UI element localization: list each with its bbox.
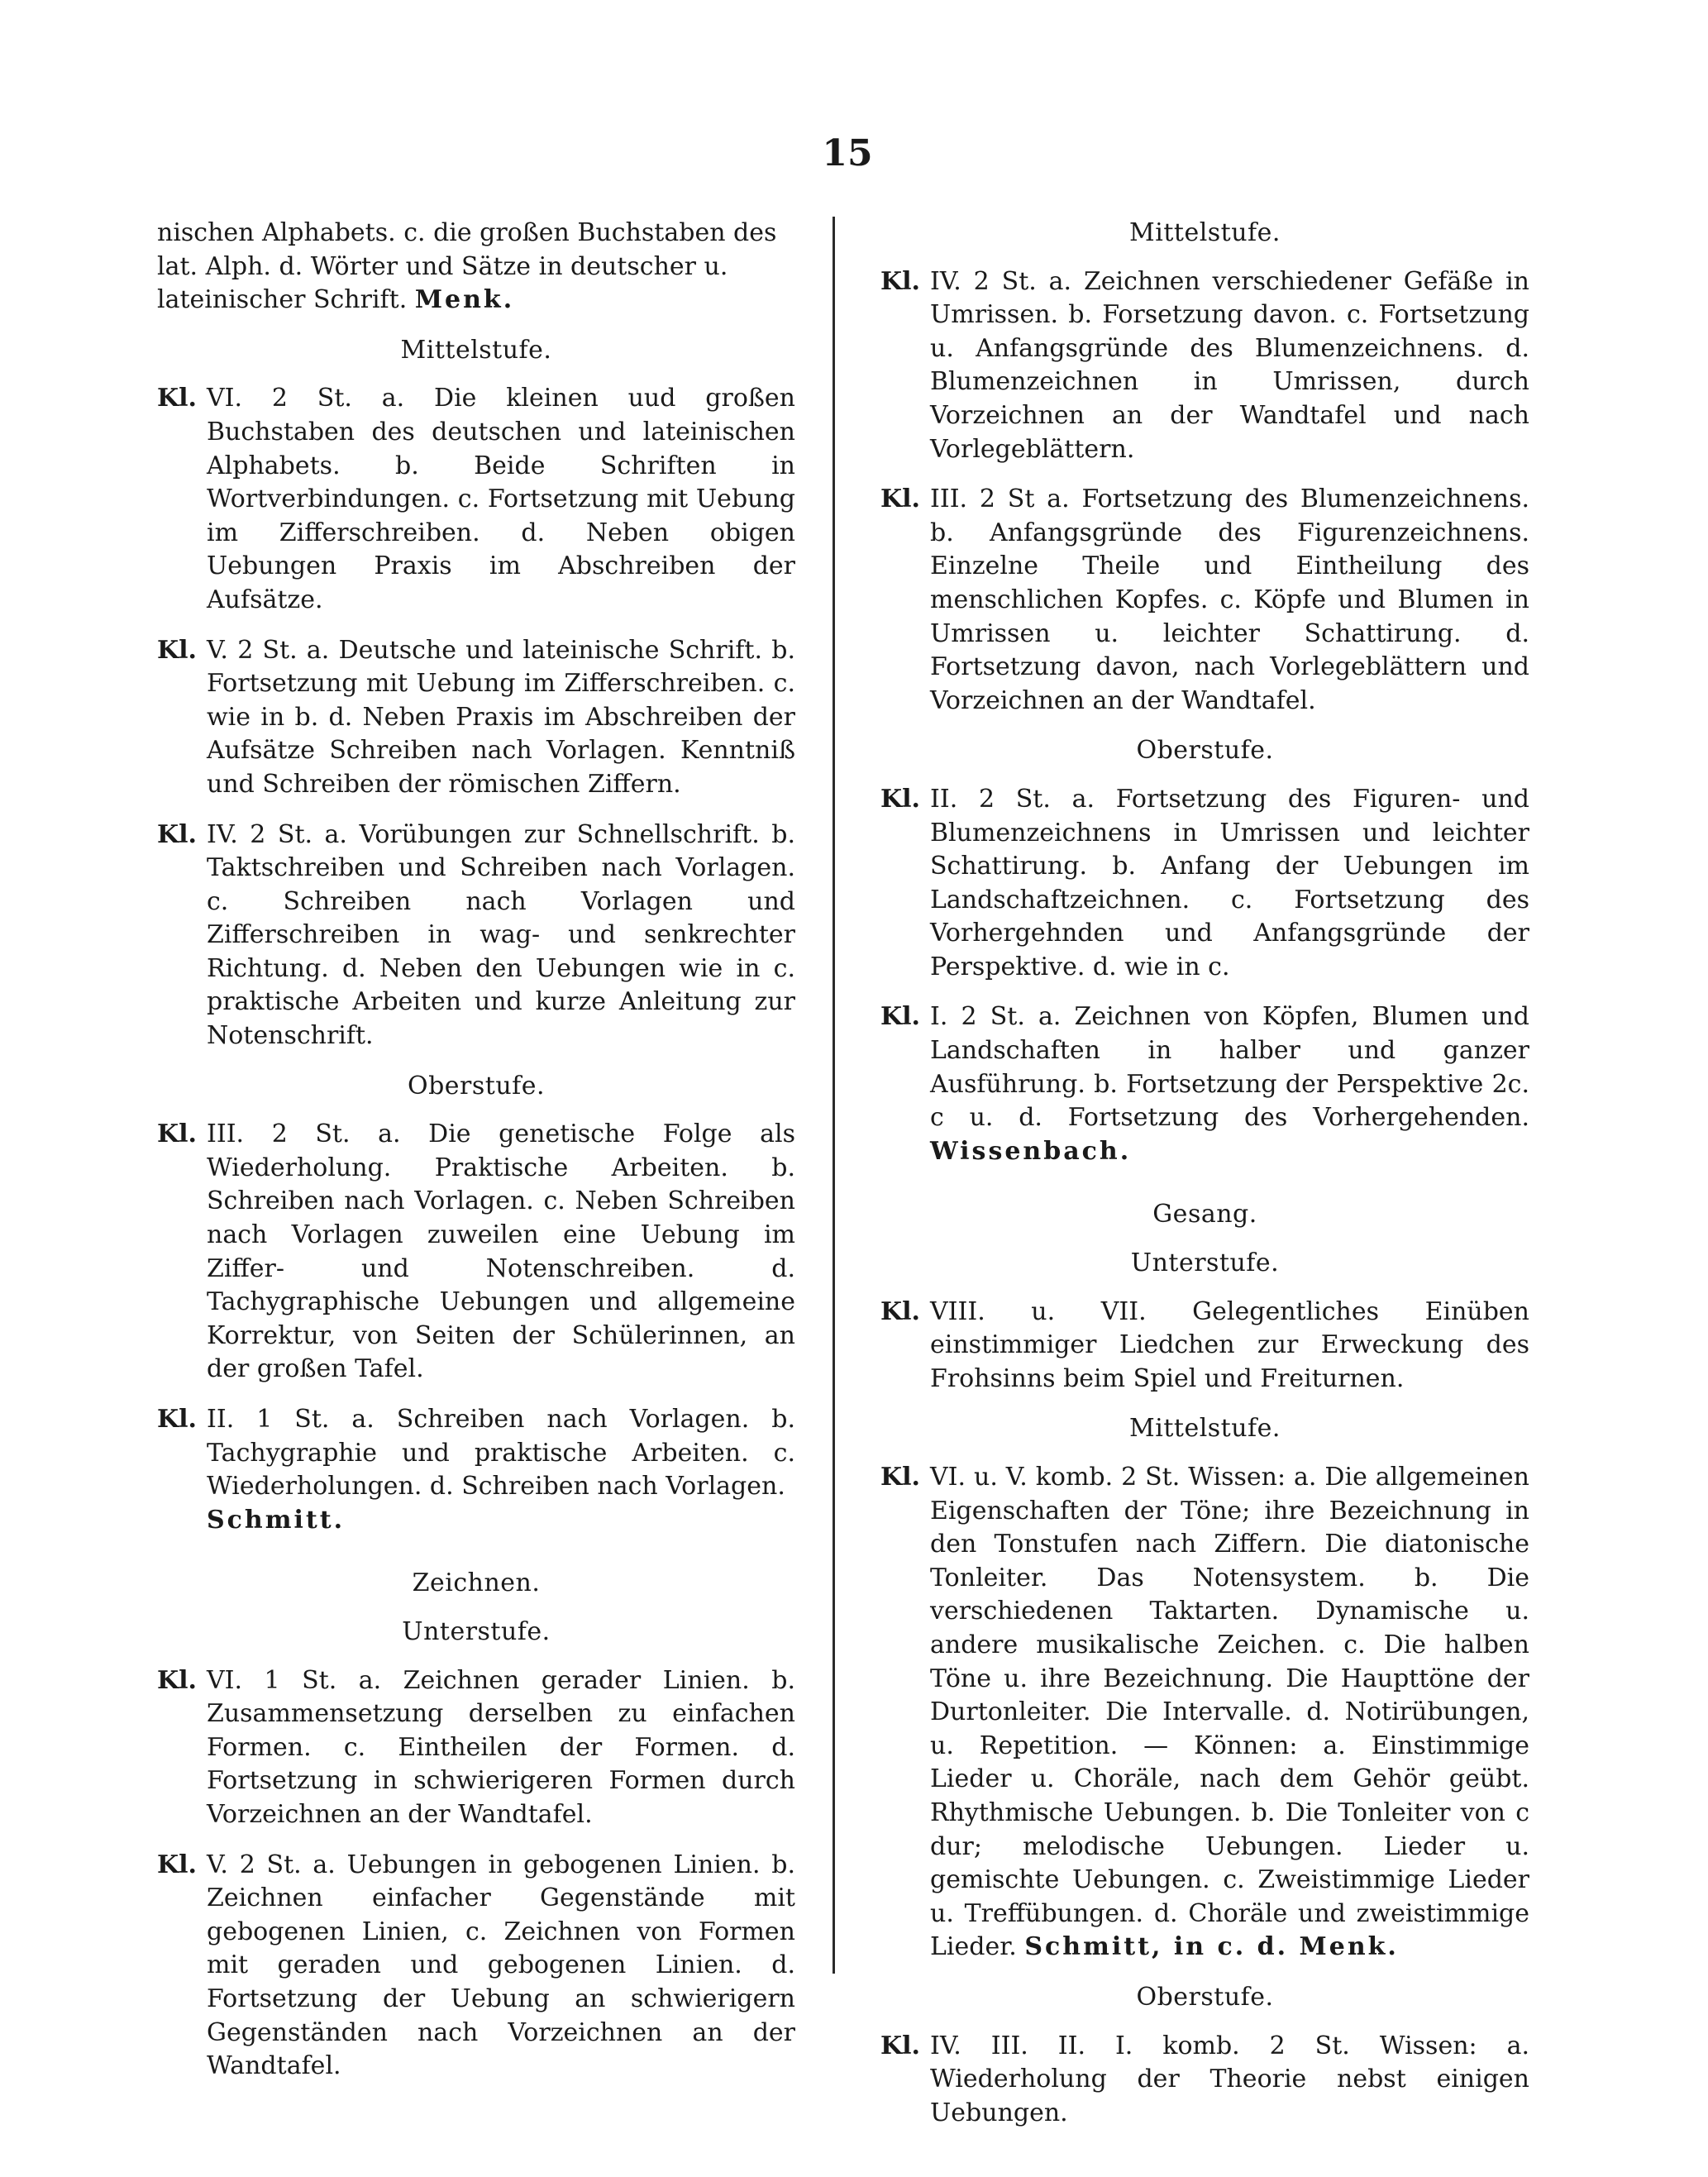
class-label: Kl. <box>880 1002 920 1032</box>
section-heading-mittelstufe: Mittelstufe. <box>400 335 552 365</box>
class-label: Kl. <box>157 1405 197 1434</box>
section-heading-mittelstufe: Mittelstufe. <box>1129 218 1281 247</box>
section-heading-oberstufe: Oberstufe. <box>1136 736 1274 766</box>
class-text: VIII. u. VII. Gelegentliches Einüben einstimmiger Liedchen zur Erweckung des Frohsinns beim Spiel und Freiturnen. <box>930 1296 1529 1393</box>
class-text <box>930 1461 1529 1965</box>
class-label: Kl. <box>880 1296 920 1326</box>
section-heading-unterstufe: Unterstufe. <box>402 1616 551 1646</box>
class-label: Kl. <box>157 819 197 849</box>
class-label: Kl. <box>157 384 197 413</box>
class-text: III. 2 St a. Fortsetzung des Blumenzeichnens. b. Anfangsgründe des Figurenzeichnens. Einzelne Theile und Eintheilung des menschlichen Kopfes. c. Köpfe und Blumen in Umrissen u. leichter Schattirung. d. Fortsetzung davon, nach Vorlegeblättern und Vorzeichnen an der Wandtafel. <box>930 485 1529 715</box>
class-label: Kl. <box>880 2031 920 2060</box>
entry-text: I. 2 St. a. Zeichnen von Köpfen, Blumen und Landschaften in halber und ganzer Ausführung. b. Fortsetzung der Perspektive 2c. c u. d. Fortsetzung des Vorhergehenden. <box>930 1002 1529 1133</box>
class-entry <box>157 1403 795 1537</box>
class-entry <box>880 1296 1529 1396</box>
entry-text: II. 1 St. a. Schreiben nach Vorlagen. b. Tachygraphie und praktische Arbeiten. c. Wiederholungen. d. Schreiben nach Vorlagen. <box>207 1405 795 1501</box>
opening-text: nischen Alphabets. c. die großen Buchstaben des lat. Alph. d. Wörter und Sätze in deutscher u. lateinischer Schrift. <box>157 218 777 315</box>
teacher-name: Schmitt. <box>207 1505 346 1535</box>
class-text: IV. 2 St. a. Vorübungen zur Schnellschrift. b. Taktschreiben und Schreiben nach Vorlagen. c. Schreiben nach Vorlagen und Zifferschreiben in wag- und senkrechter Richtung. d. Neben den Uebungen wie in c. praktische Arbeiten und kurze Anleitung zur Notenschrift. <box>207 819 795 1051</box>
section-heading-zeichnen: Zeichnen. <box>412 1568 541 1598</box>
class-entry <box>157 1664 795 1832</box>
page-number: 15 <box>822 132 873 174</box>
class-label: Kl. <box>880 784 920 814</box>
left-column <box>157 217 795 2084</box>
section-heading-mittelstufe: Mittelstufe. <box>1129 1414 1281 1444</box>
section-heading-unterstufe: Unterstufe. <box>1130 1248 1280 1278</box>
class-label: Kl. <box>157 1120 197 1149</box>
section-heading-oberstufe: Oberstufe. <box>1136 1982 1274 2012</box>
class-text: IV. III. II. I. komb. 2 St. Wissen: a. Wiederholung der Theorie nebst einigen Uebungen. <box>930 2031 1529 2127</box>
class-label: Kl. <box>157 1850 197 1879</box>
class-entry <box>880 265 1529 467</box>
opening-paragraph <box>157 217 795 317</box>
class-text: II. 2 St. a. Fortsetzung des Figuren- und Blumenzeichnens in Umrissen und leichter Schattirung. b. Anfang der Uebungen im Landschaftzeichnen. c. Fortsetzung des Vorhergehnden und Anfangsgründe der Perspektive. d. wie in c. <box>930 784 1529 981</box>
class-label: Kl. <box>880 266 920 296</box>
right-column <box>880 217 1529 2130</box>
section-heading-gesang: Gesang. <box>1152 1200 1257 1229</box>
class-entry <box>880 483 1529 718</box>
class-entry <box>880 783 1529 985</box>
teacher-name: Menk. <box>414 285 515 315</box>
class-label: Kl. <box>880 1463 920 1492</box>
class-entry <box>880 1461 1529 1965</box>
entry-text: VI. u. V. komb. 2 St. Wissen: a. Die allgemeinen Eigenschaften der Töne; ihre Bezeichnung in den Tonstufen nach Ziffern. Die diatonische Tonleiter. Das Notensystem. b. Die verschiedenen Taktarten. Dynamische u. andere musikalische Zeichen. c. Die halben Töne u. ihre Bezeichnung. Die Haupttöne der Durtonleiter. Die Intervalle. d. Notirübungen, u. Repetition. — Können: a. Einstimmige Lieder u. Choräle, nach dem Gehör geübt. Rhythmische Uebungen. b. Die Tonleiter von c dur; melodische Uebungen. Lieder u. gemischte Uebungen. c. Zweistimmige Lieder u. Treffübungen. d. Choräle und zweistimmige Lieder. <box>930 1463 1529 1962</box>
class-text <box>207 1403 795 1537</box>
class-entry <box>157 1118 795 1387</box>
class-text: VI. 1 St. a. Zeichnen gerader Linien. b. Zusammensetzung derselben zu einfachen Formen. c. Eintheilen der Formen. d. Fortsetzung in schwierigeren Formen durch Vorzeichnen an der Wandtafel. <box>207 1665 795 1829</box>
class-text: IV. 2 St. a. Zeichnen verschiedener Gefäße in Umrissen. b. Forsetzung davon. c. Fortsetzung u. Anfangsgründe des Blumenzeichnens. d. Blumenzeichnen in Umrissen, durch Vorzeichnen an der Wandtafel und nach Vorlegeblättern. <box>930 266 1529 464</box>
class-entry <box>880 2030 1529 2131</box>
class-label: Kl. <box>157 1665 197 1695</box>
class-text: VI. 2 St. a. Die kleinen uud großen Buchstaben des deutschen und lateinischen Alphabets. b. Beide Schriften in Wortverbindungen. c. Fortsetzung mit Uebung im Zifferschreiben. d. Neben obigen Uebungen Praxis im Abschreiben der Aufsätze. <box>207 384 795 614</box>
class-entry <box>157 382 795 617</box>
class-entry <box>157 819 795 1053</box>
class-text: V. 2 St. a. Deutsche und lateinische Schrift. b. Fortsetzung mit Uebung im Zifferschreiben. c. wie in b. d. Neben Praxis im Abschreiben der Aufsätze Schreiben nach Vorlagen. Kenntniß und Schreiben der römischen Ziffern. <box>207 635 795 799</box>
section-heading-oberstufe: Oberstufe. <box>407 1071 546 1100</box>
teacher-name: Wissenbach. <box>930 1136 1132 1166</box>
class-label: Kl. <box>880 485 920 514</box>
class-text: III. 2 St. a. Die genetische Folge als Wiederholung. Praktische Arbeiten. b. Schreiben nach Vorlagen. c. Neben Schreiben nach Vorlagen zuweilen eine Uebung im Ziffer- und Notenschreiben. d. Tachygraphische Uebungen und allgemeine Korrektur, von Seiten der Schülerinnen, an der großen Tafel. <box>207 1120 795 1384</box>
class-entry <box>157 1849 795 2084</box>
class-text: V. 2 St. a. Uebungen in gebogenen Linien. b. Zeichnen einfacher Gegenstände mit gebogenen Linien, c. Zeichnen von Formen mit geraden und gebogenen Linien. d. Fortsetzung der Uebung an schwierigern Gegenständen nach Vorzeichnen an der Wandtafel. <box>207 1850 795 2081</box>
teacher-name: Schmitt, in c. d. Menk. <box>1024 1932 1399 1962</box>
class-entry <box>157 634 795 802</box>
column-divider <box>833 217 835 1974</box>
class-text <box>930 1000 1529 1168</box>
class-entry <box>880 1000 1529 1168</box>
class-label: Kl. <box>157 635 197 665</box>
